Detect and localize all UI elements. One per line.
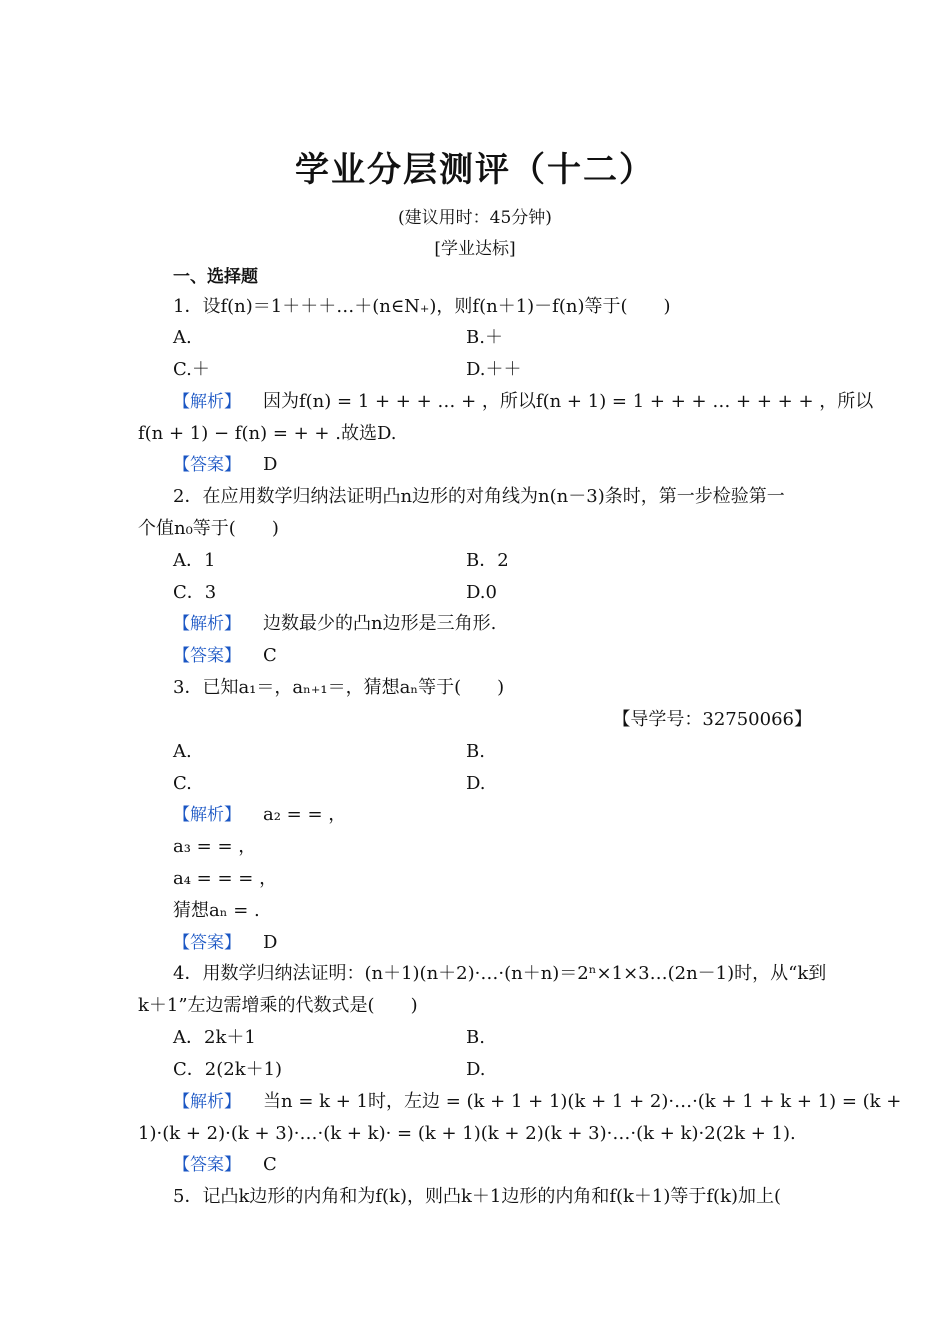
q4-option-c: C．2(2k＋1) [173,1059,283,1080]
q1-option-a: A. [173,327,192,348]
q1-option-d: D.＋＋ [466,359,522,380]
q2-option-c: C．3 [173,582,217,603]
q2-option-d: D.0 [466,582,497,603]
q1-option-b: B.＋ [466,327,503,348]
q4-analysis-cont: 1)·(k + 2)·(k + 3)·…·(k + k)· = (k + 1)(k + 2)(k + 3)·…·(k + k)·2(2k + 1). [138,1123,796,1144]
q1-analysis-text: 因为f(n) = 1 + + + … + ，所以f(n + 1) = 1 + + + … + + + + ，所以 [263,391,874,412]
q2-answer-line [173,644,853,668]
q1-stem: 1．设f(n)＝1＋＋＋…＋(n∈N₊)，则f(n＋1)－f(n)等于( ) [173,296,671,317]
q4-stem-cont: k＋1”左边需增乘的代数式是( ) [138,995,418,1016]
q2-stem-cont: 个值n₀等于( ) [138,518,279,539]
analysis-label: 【解析】 [173,392,241,412]
q3-option-c: C. [173,773,192,794]
analysis-label: 【解析】 [173,614,241,634]
section-heading: 一、选择题 [173,267,258,287]
q3-option-b: B. [466,741,485,762]
q1-analysis-line [173,390,874,414]
q2-analysis-line [173,612,853,636]
q4-option-b: B. [466,1027,485,1048]
q3-analysis-line [173,803,853,827]
answer-label: 【答案】 [173,646,241,666]
q2-stem: 2．在应用数学归纳法证明凸n边形的对角线为n(n－3)条时，第一步检验第一 [173,486,785,507]
q3-analysis-a4: a₄ = = = ， [173,868,278,889]
q2-option-b: B．2 [466,550,509,571]
answer-label: 【答案】 [173,1155,241,1175]
analysis-label: 【解析】 [173,805,241,825]
page-title: 学业分层测评（十二） [295,150,655,190]
level-heading: [学业达标] [434,239,516,259]
q3-analysis-guess: 猜想aₙ = . [173,900,260,921]
q3-analysis-a3: a₃ = = ， [173,836,257,857]
q1-analysis-cont: f(n + 1) − f(n) = + + .故选D. [138,423,397,444]
q4-option-a: A．2k＋1 [173,1027,256,1048]
q2-analysis-text: 边数最少的凸n边形是三角形. [263,613,497,634]
q4-stem: 4．用数学归纳法证明：(n＋1)(n＋2)·…·(n＋n)＝2ⁿ×1×3…(2n－1)时，从“k到 [173,963,827,984]
answer-label: 【答案】 [173,933,241,953]
answer-label: 【答案】 [173,455,241,475]
q1-option-c: C.＋ [173,359,210,380]
q3-answer-line [173,931,853,955]
q1-answer-line [173,453,853,477]
q4-analysis-line [173,1090,902,1114]
q4-answer: C [263,1154,277,1175]
analysis-label: 【解析】 [173,1092,241,1112]
q3-option-d: D. [466,773,486,794]
q3-answer: D [263,932,278,953]
q2-answer: C [263,645,277,666]
q5-stem: 5．记凸k边形的内角和为f(k)，则凸k＋1边形的内角和f(k＋1)等于f(k)加上( [173,1186,782,1207]
q4-option-d: D. [466,1059,486,1080]
guide-number: 【导学号：32750066】 [612,709,812,730]
q3-analysis-text: a₂ = = ， [263,804,347,825]
time-note: (建议用时：45分钟) [398,208,552,228]
q3-stem: 3．已知a₁＝，aₙ₊₁＝，猜想aₙ等于( ) [173,677,505,698]
q3-option-a: A. [173,741,192,762]
q4-analysis-text: 当n = k + 1时，左边 = (k + 1 + 1)(k + 1 + 2)·…·(k + 1 + k + 1) = (k + [263,1091,902,1112]
q2-option-a: A．1 [173,550,216,571]
q1-answer: D [263,454,278,475]
q4-answer-line [173,1153,853,1177]
